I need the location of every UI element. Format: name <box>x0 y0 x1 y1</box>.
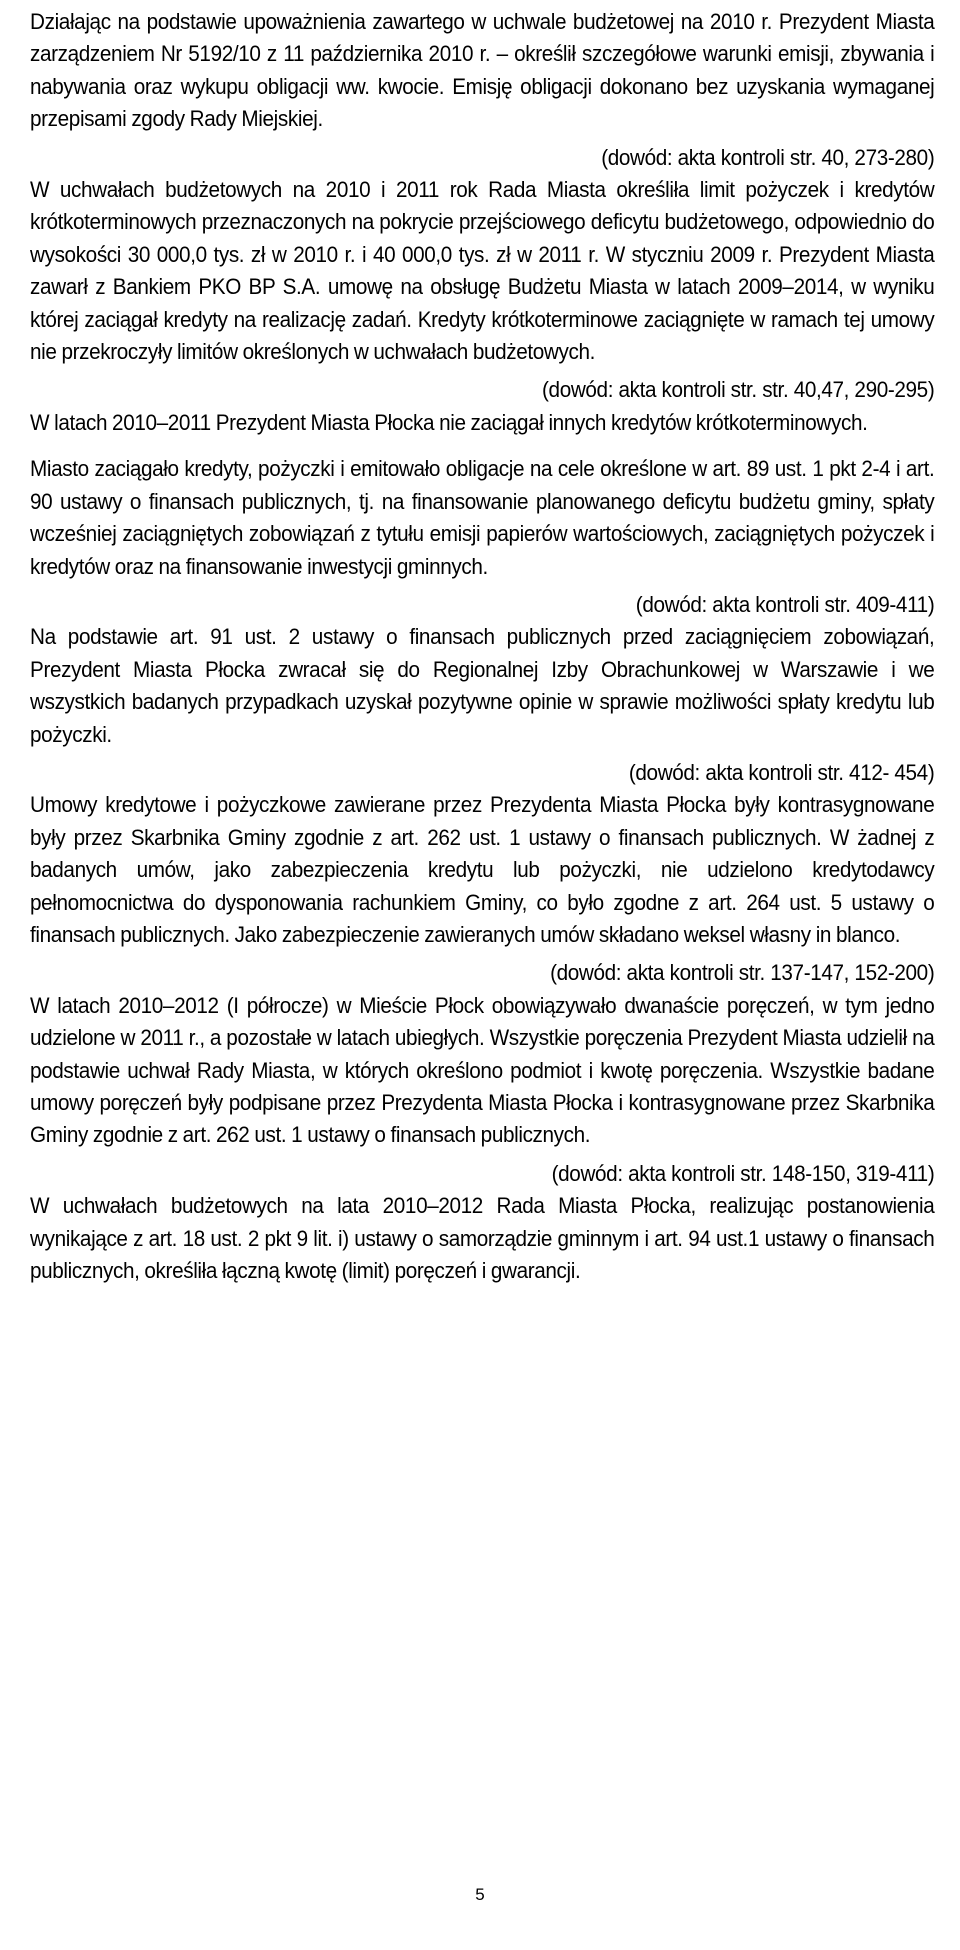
evidence-reference: (dowód: akta kontroli str. 40, 273-280) <box>601 144 935 170</box>
evidence-reference: (dowód: akta kontroli str. 137-147, 152-200) <box>550 960 935 986</box>
paragraph-rio-opinions: Na podstawie art. 91 ust. 2 ustawy o finansach publicznych przed zaciągnięciem zobowiązań, Prezydent Miasta Płocka zwracał się do Regionalnej Izby Obrachunkowej w Warszawie i we wszystkich badanych przypadkach uzyskał pozytywne opinie w sprawie możliwości spłaty kredytu lub pożyczki. <box>30 624 935 747</box>
paragraph-countersignature: Umowy kredytowe i pożyczkowe zawierane przez Prezydenta Miasta Płocka były kontrasygnowane były przez Skarbnika Gminy zgodnie z art. 262 ust. 1 ustawy o finansach publicznych. W żadnej z badanych umów, jako zabezpieczenia kredytu lub pożyczki, nie udzielono kredytodawcy pełnomocnictwa do dysponowania rachunkiem Gminy, co było zgodne z art. 264 ust. 5 ustawy o finansach publicznych. Jako zabezpieczenie zawieranych umów składano weksel własny in blanco. <box>30 792 935 947</box>
paragraph-spacer <box>30 439 935 453</box>
evidence-reference: (dowód: akta kontroli str. str. 40,47, 290-295) <box>542 377 935 403</box>
paragraph-guarantee-limits: W uchwałach budżetowych na lata 2010–2012 Rada Miasta Płocka, realizując postanowienia wynikające z art. 18 ust. 2 pkt 9 lit. i) ustawy o samorządzie gminnym i art. 94 ust.1 ustawy o finansach publicznych, określiła łączną kwotę (limit) poręczeń i gwarancji. <box>30 1193 935 1284</box>
paragraph-no-other-credits: W latach 2010–2011 Prezydent Miasta Płocka nie zaciągał innych kredytów krótkoterminowych. <box>30 409 868 435</box>
paragraph-bond-issue: Działając na podstawie upoważnienia zawartego w uchwale budżetowej na 2010 r. Prezydent Miasta zarządzeniem Nr 5192/10 z 11 października 2010 r. – określił szczegółowe warunki emisji, zbywania i nabywania oraz wykupu obligacji ww. kwocie. Emisję obligacji dokonano bez uzyskania wymaganej przepisami zgody Rady Miejskiej. <box>30 9 935 132</box>
paragraph-credit-purposes: Miasto zaciągało kredyty, pożyczki i emitowało obligacje na cele określone w art. 89 ust. 1 pkt 2-4 i art. 90 ustawy o finansach publicznych, tj. na finansowanie planowanego deficytu budżetu gminy, spłaty wcześniej zaciągniętych zobowiązań z tytułu emisji papierów wartościowych, zaciągniętych pożyczek i kredytów oraz na finansowanie inwestycji gminnych. <box>30 456 935 579</box>
page-number: 5 <box>475 1885 485 1904</box>
paragraph-short-term-credit-limits: W uchwałach budżetowych na 2010 i 2011 rok Rada Miasta określiła limit pożyczek i kredytów krótkoterminowych przeznaczonych na pokrycie przejściowego deficytu budżetowego, odpowiednio do wysokości 30 000,0 tys. zł w 2010 r. i 40 000,0 tys. zł w 2011 r. W styczniu 2009 r. Prezydent Miasta zawarł z Bankiem PKO BP S.A. umowę na obsługę Budżetu Miasta w latach 2009–2014, w wyniku której zaciągał kredyty na realizację zadań. Kredyty krótkoterminowe zaciągnięte w ramach tej umowy nie przekroczyły limitów określonych w uchwałach budżetowych. <box>30 177 935 365</box>
page-body <box>30 6 935 1287</box>
paragraph-guarantees: W latach 2010–2012 (I półrocze) w Mieście Płock obowiązywało dwanaście poręczeń, w tym jedno udzielone w 2011 r., a pozostałe w latach ubiegłych. Wszystkie poręczenia Prezydent Miasta udzielił na podstawie uchwał Rady Miasta, w których określono podmiot i kwotę poręczenia. Wszystkie badane umowy poręczeń były podpisane przez Prezydenta Miasta Płocka i kontrasygnowane przez Skarbnika Gminy zgodnie z art. 262 ust. 1 ustawy o finansach publicznych. <box>30 992 935 1148</box>
evidence-reference: (dowód: akta kontroli str. 409-411) <box>635 591 935 617</box>
evidence-reference: (dowód: akta kontroli str. 412- 454) <box>628 759 935 785</box>
evidence-reference: (dowód: akta kontroli str. 148-150, 319-411) <box>551 1160 935 1186</box>
